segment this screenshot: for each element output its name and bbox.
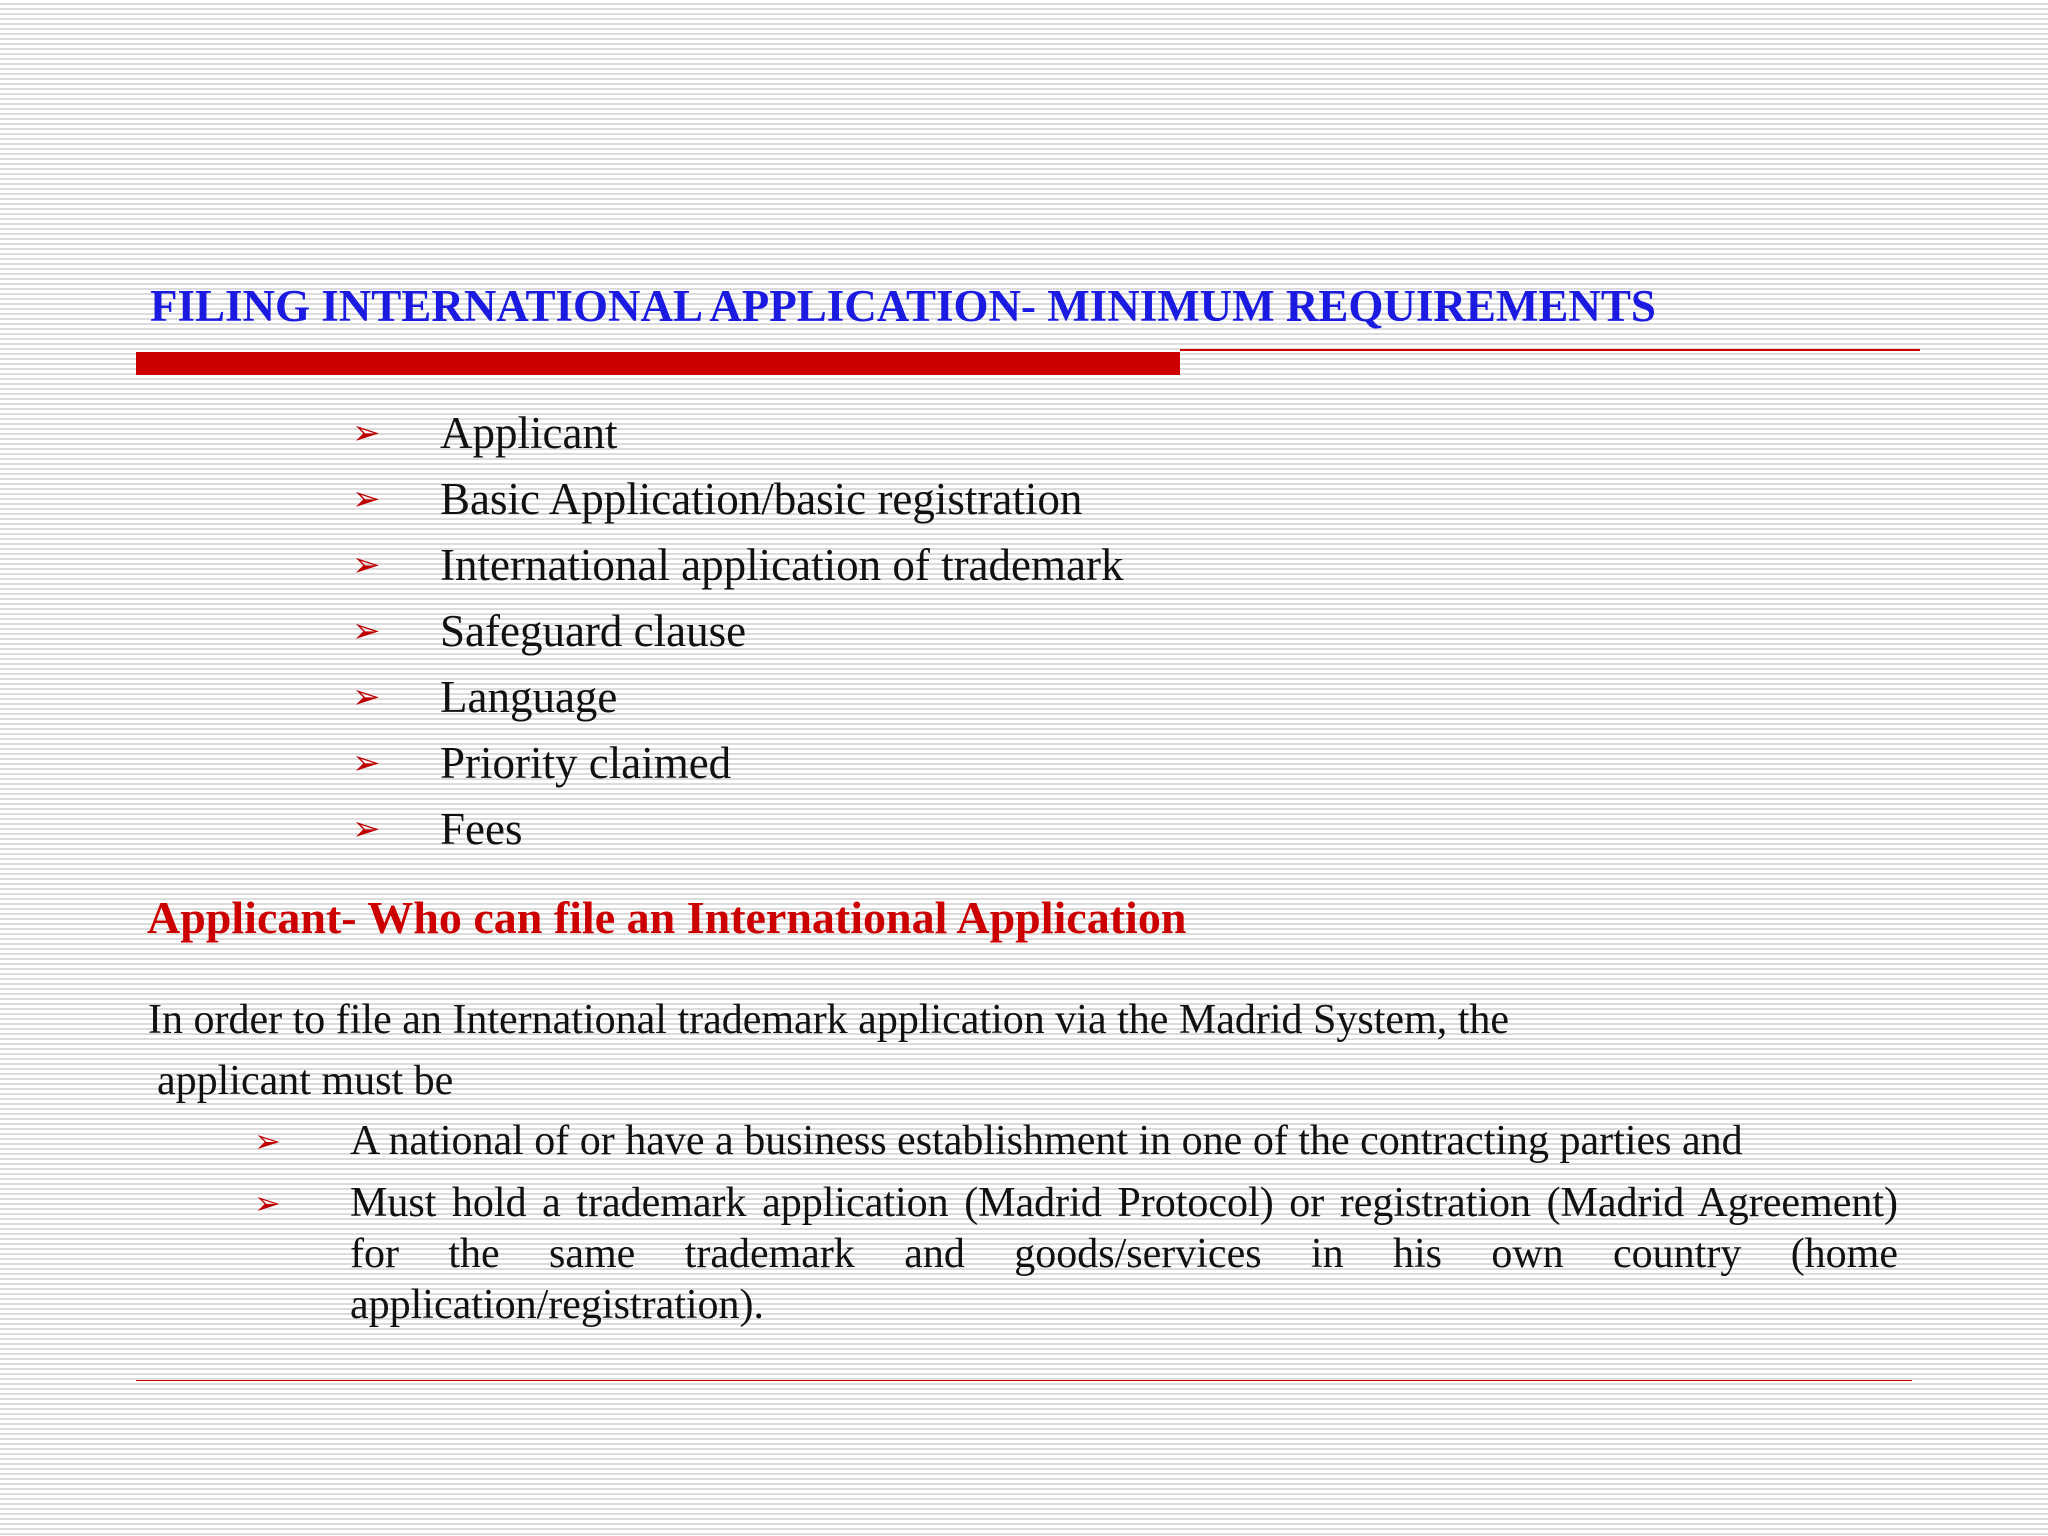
arrow-bullet-icon: ➢ xyxy=(352,611,381,651)
condition-text: A national of or have a business establishment in one of the contracting parties and xyxy=(350,1118,1743,1164)
arrow-bullet-icon: ➢ xyxy=(352,677,381,717)
requirement-text: Fees xyxy=(440,804,523,854)
arrow-bullet-icon: ➢ xyxy=(352,413,381,453)
title-underline-thin xyxy=(1180,349,1920,351)
list-item xyxy=(254,1116,1898,1167)
intro-text-line-2: applicant must be xyxy=(157,1058,454,1104)
section-subheading: Applicant- Who can file an International Application xyxy=(147,892,1187,943)
arrow-bullet-icon: ➢ xyxy=(352,479,381,519)
condition-text: Must hold a trademark application (Madrid Protocol) or registration (Madrid Agreement) for the same trademark and goods/services in his own country (home application/registration). xyxy=(350,1180,1898,1328)
arrow-bullet-icon: ➢ xyxy=(254,1122,281,1160)
arrow-bullet-icon: ➢ xyxy=(352,743,381,783)
arrow-bullet-icon: ➢ xyxy=(254,1184,281,1222)
requirement-text: International application of trademark xyxy=(440,540,1124,590)
requirement-text: Safeguard clause xyxy=(440,606,747,656)
requirement-text: Basic Application/basic registration xyxy=(440,474,1083,524)
arrow-bullet-icon: ➢ xyxy=(352,809,381,849)
requirement-text: Priority claimed xyxy=(440,738,732,788)
requirement-text: Language xyxy=(440,672,618,722)
slide-title: FILING INTERNATIONAL APPLICATION- MINIMUM REQUIREMENTS xyxy=(150,281,1656,331)
arrow-bullet-icon: ➢ xyxy=(352,545,381,585)
conditions-list xyxy=(254,1116,1898,1342)
intro-text-line-1: In order to file an International trademark application via the Madrid System, the xyxy=(148,997,1510,1043)
requirement-text: Applicant xyxy=(440,408,618,458)
title-underline-thick xyxy=(136,352,1180,375)
bottom-divider xyxy=(136,1380,1912,1381)
list-item xyxy=(254,1178,1898,1331)
